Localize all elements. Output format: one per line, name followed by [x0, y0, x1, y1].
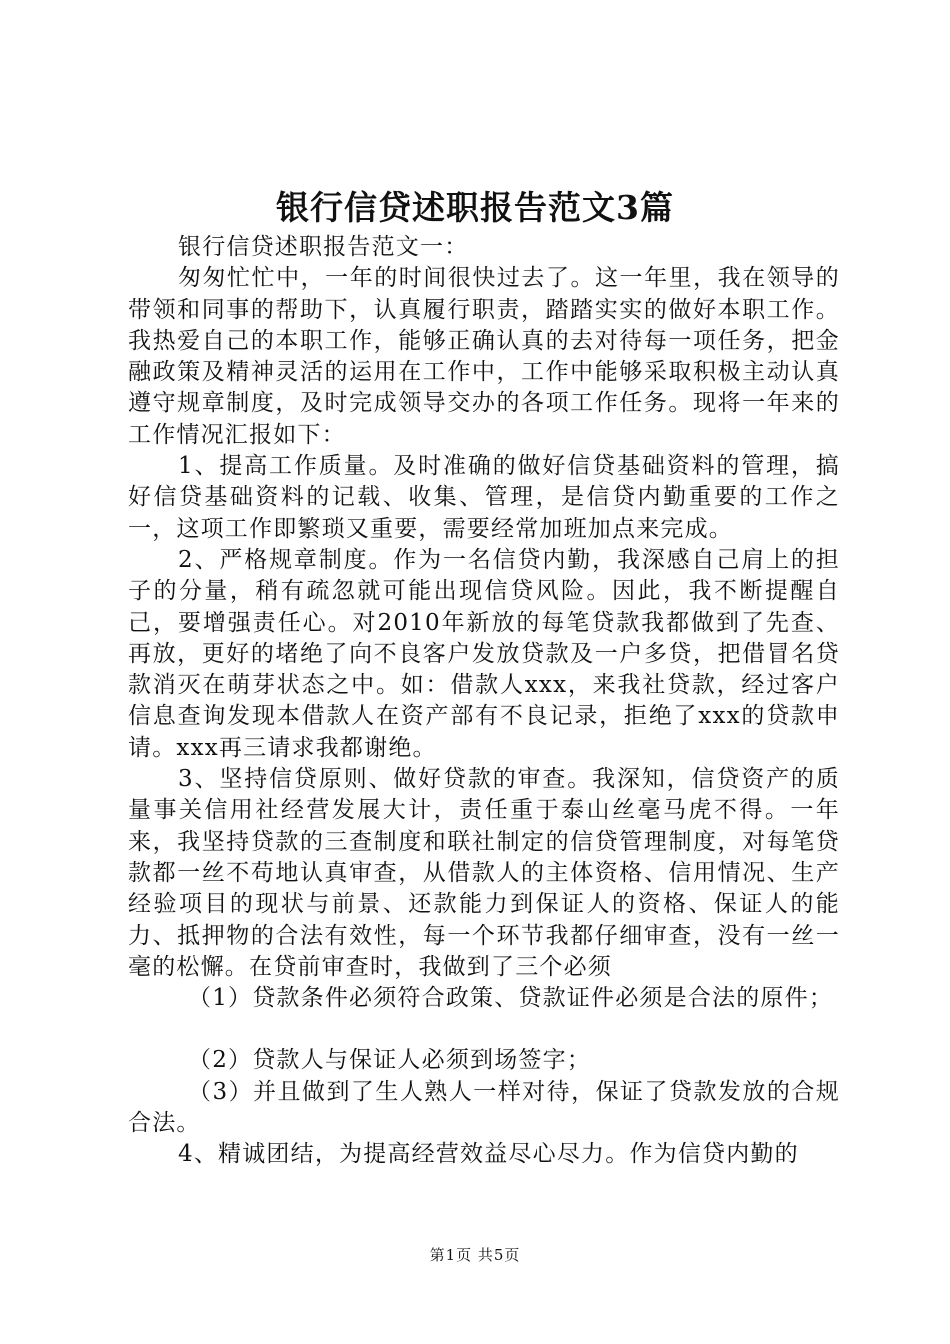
page-number: 第1页 共5页 — [429, 1246, 521, 1264]
paragraph-item-3: 3、坚持信贷原则、做好贷款的审查。我深知，信贷资产的质量事关信用社经营发展大计，责任重于泰山丝毫马虎不得。一年来，我坚持贷款的三查制度和联社制定的信贷管理制度，对每笔贷款都一丝不苟地认真审查，从借款人的主体资格、信用情况、生产经验项目的现状与前景、还款能力到保证人的资格、保证人的能力、抵押物的合法有效性，每一个环节我都仔细审查，没有一丝一毫的松懈。在贷前审查时，我做到了三个必须 — [128, 766, 840, 980]
paragraph-item-1: 1、提高工作质量。及时准确的做好信贷基础资料的管理，搞好信贷基础资料的记载、收集、管理，是信贷内勤重要的工作之一，这项工作即繁琐又重要，需要经常加班加点来完成。 — [128, 453, 840, 542]
document-title: 银行信贷述职报告范文3篇 — [276, 188, 674, 227]
paragraph-item-2: 2、严格规章制度。作为一名信贷内勤，我深感自己肩上的担子的分量，稍有疏忽就可能出现信贷风险。因此，我不断提醒自己，要增强责任心。对2010年新放的每笔贷款我都做到了先查、再放，更好的堵绝了向不良客户发放贷款及一户多贷，把借冒名贷款消灭在萌芽状态之中。如：借款人xxx，来我社贷款，经过客户信息查询发现本借款人在资产部有不良记录，拒绝了xxx的贷款申请。xxx再三请求我都谢绝。 — [128, 546, 840, 761]
section-heading: 银行信贷述职报告范文一： — [178, 234, 469, 260]
sub-item-1: （1）贷款条件必须符合政策、贷款证件必须是合法的原件； — [188, 985, 834, 1012]
document-body — [128, 232, 840, 1171]
sub-item-3: （3）并且做到了生人熟人一样对待，保证了贷款发放的合规合法。 — [128, 1078, 840, 1137]
sub-item-2: （2）贷款人与保证人必须到场签字； — [188, 1047, 592, 1074]
paragraph-intro: 匆匆忙忙中，一年的时间很快过去了。这一年里，我在领导的带领和同事的帮助下，认真履行职责，踏踏实实的做好本职工作。我热爱自己的本职工作，能够正确认真的去对待每一项任务，把金融政策及精神灵活的运用在工作中，工作中能够采取积极主动认真遵守规章制度，及时完成领导交办的各项工作任务。现将一年来的工作情况汇报如下： — [128, 265, 840, 448]
paragraph-item-4: 4、精诚团结，为提高经营效益尽心尽力。作为信贷内勤的 — [178, 1141, 799, 1168]
